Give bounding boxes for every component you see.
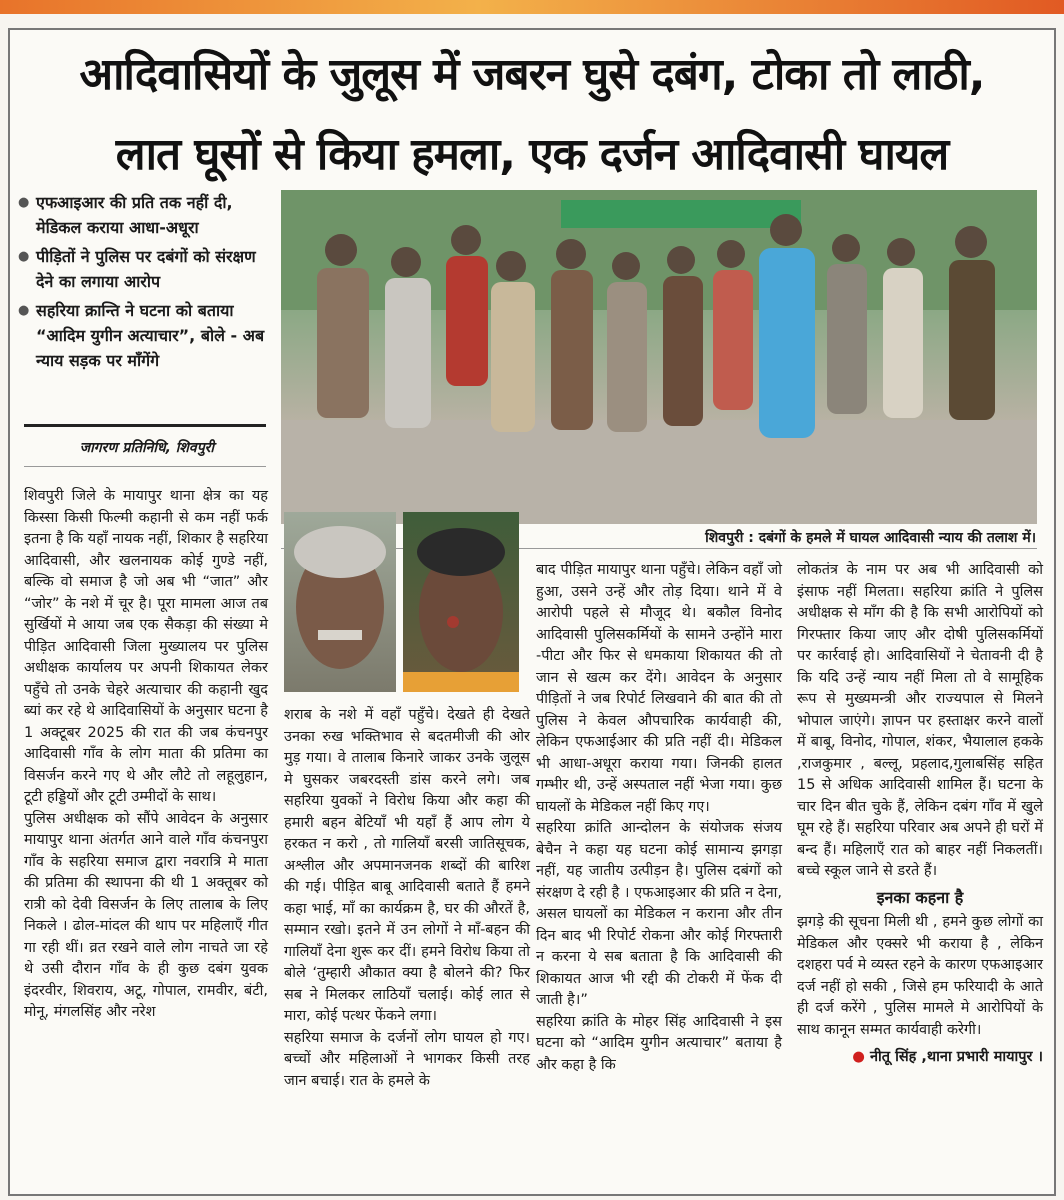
paragraph: पुलिस अधीक्षक को सौंपे आवेदन के अनुसार मायापुर थाना अंतर्गत आने वाले गाँव कंचनपुरा गाँव के सहरिया समाज द्वारा नवरात्रि मे माता की प्रतिमा की स्थापना की थी 1 अक्तूबर को रात्री को देवी विसर्जन के लिए तालाब के लिए निकले । ढोल-मांदल की थाप पर महिलाएँ गीत गा रही थीं। व्रत रखने वाले लोग नाचते जा रहे थे उसी दौरान गाँव के ही कुछ दबंग युवक इंदरवीर, शिवराय, अटू, गोपाल, रामवीर, बंटी, मोनू, मंगलसिंह और नरेश [24,810,268,1020]
divider [24,466,266,467]
top-color-strip [0,0,1064,14]
paragraph: सहरिया क्रांति आन्दोलन के संयोजक संजय बेचैन ने कहा यह घटना कोई सामान्य झगड़ा नहीं, यह जातीय उत्पीड़न है। पुलिस दबंगों को संरक्षण दे रही है । एफआइआर की प्रति न देना, असल घायलों का मेडिकल न कराना और तीन दिन बाद भी रिपोर्ट रोकना और कोई गिरफ्तारी न करना ये सब बताता है कि आदिवासी की शिकायत आज भी रद्दी की टोकरी में फेंक दी जाती है।” [536,820,782,1008]
article-column-2 [284,705,530,1092]
byline: जागरण प्रतिनिधि, शिवपुरी [79,440,214,456]
paragraph: शिवपुरी जिले के मायापुर थाना क्षेत्र का यह किस्सा किसी फिल्मी कहानी से कम नहीं फर्क इतना है कि यहाँ नायक नहीं, शिकार है सहरिया आदिवासी, और खलनायक कोई गुण्डे नहीं, बल्कि वो समाज है जो अब भी “जात” और “जोर” के नशे में चूर है। पूरा मामला आज तब सुर्खियों मे आया जब एक सैकड़ा की संख्या मे पीड़ित आदिवासी जिला मुख्यालय पर पुलिस अधीक्षक कार्यालय पर अपनी शिकायत लेकर पहुँचे तो उनके चेहरे अत्याचार की कहानी खुद ब्यां कर रहे थे आदिवासियों के अनुसार घटना है 1 अक्टूबर 2025 की रात की जब कंचनपुर आदिवासी गाँव के लोग माता की प्रतिमा का विसर्जन करने गए थे और लौटे तो लहूलुहान, टूटी हड्डियों और टूटी उम्मीदों के साथ। [24,488,268,805]
headline-line-2: लात घूसों से किया हमला, एक दर्जन आदिवासी घायल [115,129,949,180]
paragraph: शराब के नशे में वहाँ पहुँचे। देखते ही देखते उनका रुख भक्तिभाव से बदतमीजी की ओर मुड़ गया। वे तालाब किनारे जाकर उनके जुलूस मे घुसकर जबरदस्ती डांस करने लगे। जब सहरिया युवकों ने विरोध किया और कहा की हमारी बहन बेटियाँ भी यहाँ हैं आप लोग ये हरकत न करो , तो गालियाँ बरसी जातिसूचक, अश्लील और अपमानजनक शब्दों की बारिश की गई। पीड़ित बाबू आदिवासी बताते हैं हमने कहा भाई, माँ का कार्यक्रम है, घर की औरतें है, सम्मान रखो। इतने में उन लोगों ने माँ-बहन की गालियाँ देना शुरू कर दीं। हमने विरोध किया तो बोले ‘तुम्हारी औकात क्या है बोलने की? फिर सब ने मिलकर लाठियाँ चलाई। कोई लात से मारा, कोई पत्थर फेंकने लगा। [284,707,530,1024]
photo-caption: शिवपुरी : दबंगों के हमले में घायल आदिवासी न्याय की तलाश में। [705,530,1036,546]
signature-text: नीतू सिंह ,थाना प्रभारी मायापुर । [869,1049,1043,1065]
highlight-item: ● पीड़ितों ने पुलिस पर दबंगों को संरक्षण देने का लगाया आरोप [18,244,270,294]
official-quote: झगड़े की सूचना मिली थी , हमने कुछ लोगों का मेडिकल और एक्सरे भी कराया है , लेकिन दशहरा पर्व मे व्यस्त रहने के कारण एफआइआर दर्ज नहीं हो सकी , जिसे हम फरियादी के आते ही दर्ज करेंगे , पुलिस मामले मे आरोपियों के साथ कानून सम्मत कार्यवाही करेगी। [797,914,1043,1038]
signature [797,1047,1043,1069]
highlight-item: ● एफआइआर की प्रति तक नहीं दी, मेडिकल कराया आधा-अधूरा [18,190,270,240]
bullet-dot-icon: ● [852,1049,870,1065]
paragraph: लोकतंत्र के नाम पर अब भी आदिवासी को इंसाफ नहीं मिलता। सहरिया क्रांति ने पुलिस अधीक्षक से माँग की है कि सभी आरोपियों को गिरफ्तार किया जाए और दोषी पुलिसकर्मियों पर कार्रवाई हो। आदिवासियों ने चेतावनी दी है कि यदि उन्हें न्याय नहीं मिला तो वे सामूहिक रूप से मुख्यमन्त्री और राज्यपाल से मिलने भोपाल जाएंगे। ज्ञापन पर हस्ताक्षर करने वालों में बाबू, विनोद, गोपाल, शंकर, भैयालाल हकके ,राजकुमार , बल्लू, प्रहलाद,गुलाबसिंह सहित 15 से अधिक आदिवासी शामिल हैं। घटना के चार दिन बीत चुके हैं, लेकिन दबंग गाँव में खुले घूम रहे हैं। सहरिया परिवार अब अपने ही घरों में बन्द हैं। महिलाएँ रात को बाहर नहीं निकलतीं। बच्चे स्कूल जाने से डरते हैं। [797,562,1043,879]
injured-man-photo-2 [403,512,519,692]
paragraph: बाद पीड़ित मायापुर थाना पहुँचे। लेकिन वहाँ जो हुआ, उसने उन्हें और तोड़ दिया। थाने में वे आरोपी पहले से मौजूद थे। बकौल विनोद आदिवासी पुलिसकर्मियों के सामने उन्होंने मारा -पीटा और फिर से धमकाया शिकायत की तो जान से खत्म कर देंगे। आवेदन के अनुसार पीड़ितों ने जब रिपोर्ट लिखवाने की बात की तो पुलिस ने केवल औपचारिक कार्यवाही की, लेकिन एफआईआर की प्रति नहीं दी। मेडिकल भी आधा-अधूरा कराया गया। जिनकी हालत गम्भीर थी, उन्हें अस्पताल नहीं भेजा गया। कुछ घायलों के मेडिकल नहीं किए गए। [536,562,782,815]
highlight-item: ● सहरिया क्रान्ति ने घटना को बताया “आदिम युगीन अत्याचार”, बोले - अब न्याय सड़क पर माँगेंगे [18,298,270,373]
article-column-4 [797,560,1043,1069]
injured-man-photo-1 [284,512,396,692]
article-column-3 [536,560,782,1076]
main-photo [281,190,1037,524]
crowd-photo-illustration [281,190,1037,524]
paragraph: सहरिया समाज के दर्जनों लोग घायल हो गए। बच्चों और महिलाओं ने भागकर किसी तरह जान बचाई। रात के हमले के [284,1029,530,1089]
paragraph: सहरिया क्रांति के मोहर सिंह आदिवासी ने इस घटना को “आदिम युगीन अत्याचार” बताया है और कहा है कि [536,1013,782,1073]
article-column-1 [24,486,268,1024]
sub-heading: इनका कहना है [876,887,964,907]
headline-line-1: आदिवासियों के जुलूस में जबरन घुसे दबंग, टोका तो लाठी, [79,49,985,100]
highlights-list [18,190,270,377]
divider [24,424,266,427]
